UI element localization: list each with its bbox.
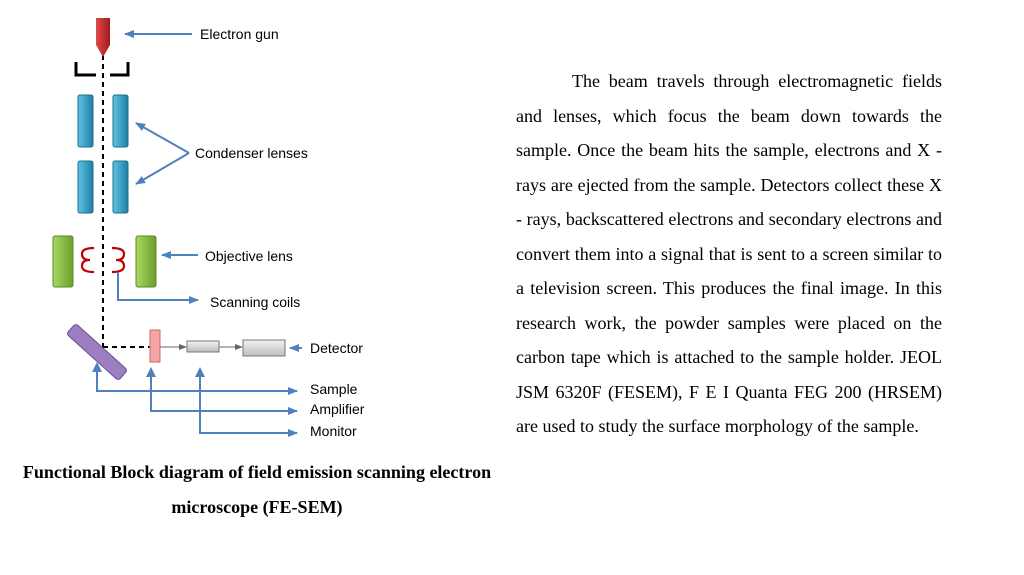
electron-gun-icon (96, 18, 110, 57)
detector-element (150, 330, 160, 362)
arrowhead-monitor (195, 367, 205, 377)
anode-left-bracket (76, 62, 96, 75)
objective-lens-right (136, 236, 156, 287)
label-detector: Detector (310, 340, 363, 356)
scanning-coil-left-icon (82, 248, 94, 272)
monitor-box (243, 340, 285, 356)
amplifier-box (187, 341, 219, 352)
figure-caption: Functional Block diagram of field emission scanning electron microscope (FE-SEM) (22, 462, 492, 517)
arrow-condenser-2 (136, 153, 189, 184)
arrow-amplifier (151, 375, 297, 411)
label-condenser-lenses: Condenser lenses (195, 145, 308, 161)
label-monitor: Monitor (310, 423, 357, 439)
body-paragraph: The beam travels through electromagnetic fields and lenses, which focus the beam down towards the sample. Once the beam hits the sample, electrons and X - rays are ejected from the sample. Detectors collect these X - rays, backscattered electrons and secondary electrons and convert them into a signal that is sent to a screen similar to a television screen. This produces the final image. In this research work, the powder samples were placed on the carbon tape which is attached to the sample holder. JEOL JSM 6320F (FESEM), F E I Quanta FEG 200 (HRSEM) are used to study the surface morphology of the sample. (516, 71, 942, 436)
scanning-coil-right-icon (112, 248, 124, 272)
arrow-scanning-coils (118, 272, 198, 300)
label-electron-gun: Electron gun (200, 26, 279, 42)
objective-lens-left (53, 236, 73, 287)
condenser-lens-1-left (78, 95, 93, 147)
label-objective-lens: Objective lens (205, 248, 293, 264)
label-sample: Sample (310, 381, 358, 397)
condenser-lens-2-right (113, 161, 128, 213)
label-scanning-coils: Scanning coils (210, 294, 301, 310)
label-amplifier: Amplifier (310, 401, 365, 417)
fesem-block-diagram (0, 0, 500, 450)
anode-right-bracket (110, 62, 128, 75)
arrow-monitor (200, 375, 297, 433)
arrow-condenser-1 (136, 123, 189, 153)
arrowhead-amplifier (146, 367, 156, 377)
condenser-lens-2-left (78, 161, 93, 213)
condenser-lens-1-right (113, 95, 128, 147)
